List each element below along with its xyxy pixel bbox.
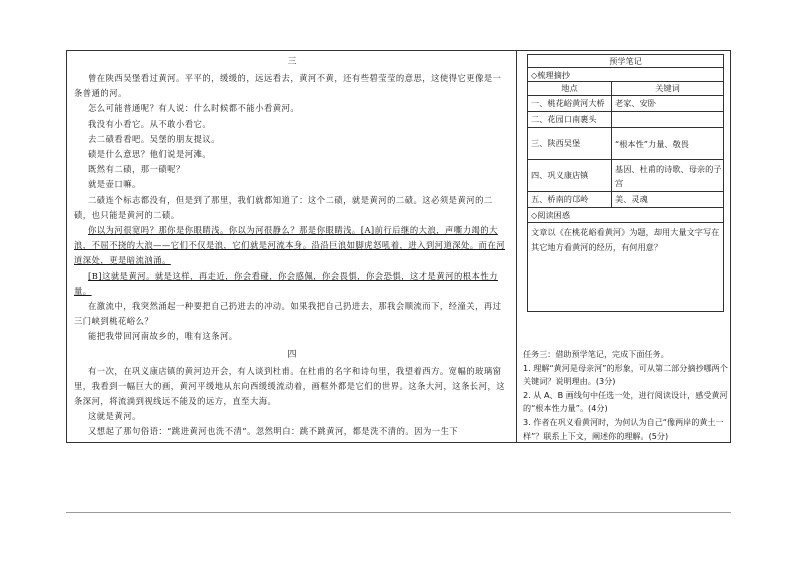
footer-rule (66, 512, 731, 513)
notes-header-row (528, 82, 723, 96)
keyword-cell: “根本性”力量、敬畏 (615, 138, 689, 149)
underlined-sentence-b: [B]这就是黄河。就是这样，再走近，你会看碰，你会感佩，你会畏惧，你会恐惧，这才是黄河的根本性力量。 (74, 270, 498, 296)
task-title: 任务三：借助预学笔记，完成下面任务。 (523, 349, 669, 359)
section-3-heading: 三 (287, 57, 297, 67)
task-item: 3. 作者在巩义看黄河时，为何认为自己“像两岸的黄土一样”？联系上下文，阐述你的理解。(5分) (523, 416, 724, 441)
notes-title: 预学笔记 (528, 55, 723, 68)
notes-row (528, 128, 723, 160)
paragraph: 碛是什么意思？他们说是河滩。 (88, 149, 212, 160)
paragraph: 既然有二碛，那一碛呢？ (88, 164, 185, 175)
paragraph: 能把我带回河南故乡的，唯有这条河。 (88, 331, 238, 342)
notes-row (528, 96, 723, 112)
col-place-header: 地点 (528, 82, 612, 95)
task-three (523, 348, 728, 443)
place-cell: 二、花园口南裹头 (528, 112, 612, 127)
notes-row (528, 192, 723, 208)
paragraph: 曾在陕西吴堡看过黄河。平平的，缓缓的，远远看去，黄河不黄，还有些碧莹莹的意思，这使得它更像是一条普通的河。 (74, 73, 502, 99)
paragraph: 去二碛看看吧。吴堡的朋友提议。 (88, 133, 220, 144)
reading-doubt-text: 文章以《在桃花峪看黄河》为题，却用大量文字写在其它地方看黄河的经历，有何用意？ (531, 227, 720, 252)
keyword-cell (612, 112, 723, 127)
paragraph: 又想起了那句俗语：“跳进黄河也洗不清”。忽然明白：跳不跳黄河，都是洗不清的。因为一生下 (88, 426, 459, 437)
task-item: 1. 理解“黄河是母亲河”的形象，可从第二部分摘抄哪两个关键词？说明理由。(3分) (523, 362, 728, 387)
reading-passage (66, 50, 517, 443)
place-cell: 三、陕西吴堡 (528, 128, 612, 159)
col-keyword-header: 关键词 (655, 83, 680, 93)
keyword-cell: 美、灵魂 (615, 194, 648, 204)
place-cell: 五、桥南的邙岭 (528, 192, 612, 207)
notes-row (528, 112, 723, 128)
paragraph: 有一次，在巩义康店镇的黄河边开会，有人谈到杜甫。在杜甫的名字和诗句里，我望着西方。宽幅的玻璃窗里，我看到一幅巨大的画，黄河平缓地从东向西缓缓流动着，画框外都是它们的世界。这条大河，这条长河，这条深河，将流淌到视线远不能及的远方，直至大海。 (74, 365, 506, 407)
paragraph: 就是壶口嘛。 (88, 179, 141, 190)
reading-doubt-label: ◇阅读困惑 (528, 208, 723, 223)
notes-row (528, 160, 723, 192)
underlined-sentence-a: 你以为河很宽吗？那你是你眼睛浅。你以为河很静么？那是你眼睛浅。[A]前行后继的大浪，声嘶力竭的大浪，不屈不挠的大浪——它们不仅是浪，它们就是河流本身。沿沿巨浪如脚虎怒吼着，进入到河道深处。而在河道深处，更是暗流汹涌。 (74, 225, 506, 266)
place-cell: 四、巩义康店镇 (528, 160, 612, 191)
paragraph: 在激流中，我突然涌起一种要把自己扔进去的冲动。如果我把自己扔进去，那我会顺流而下，经潼关，再过三门峡到桃花峪么？ (74, 301, 502, 327)
paragraph: 这就是黄河。 (88, 411, 141, 422)
task-item: 2. 从 A、B 画线句中任选一处，进行阅读设计，感受黄河的“根本性力量”。(4分) (523, 389, 728, 414)
sort-excerpt-label: ◇梳理摘抄 (528, 68, 723, 82)
paragraph: 我没有小看它。从不敢小看它。 (88, 118, 212, 129)
keyword-cell: 基因、杜甫的诗歌、母亲的子宫 (615, 163, 722, 188)
paragraph: 怎么可能普通呢？有人说：什么时候都不能小看黄河。 (88, 103, 300, 114)
prestudy-notes-table (527, 54, 724, 312)
paragraph: 二碛连个标志都没有，但是到了那里，我们就都知道了：这个二碛，就是黄河的二碛。这必须是黄河的二碛，也只能是黄河的二碛。 (74, 194, 493, 220)
section-4-heading: 四 (287, 349, 297, 360)
place-cell: 一、桃花峪黄河大桥 (528, 96, 612, 111)
keyword-cell: 老家、安卧 (615, 98, 656, 108)
